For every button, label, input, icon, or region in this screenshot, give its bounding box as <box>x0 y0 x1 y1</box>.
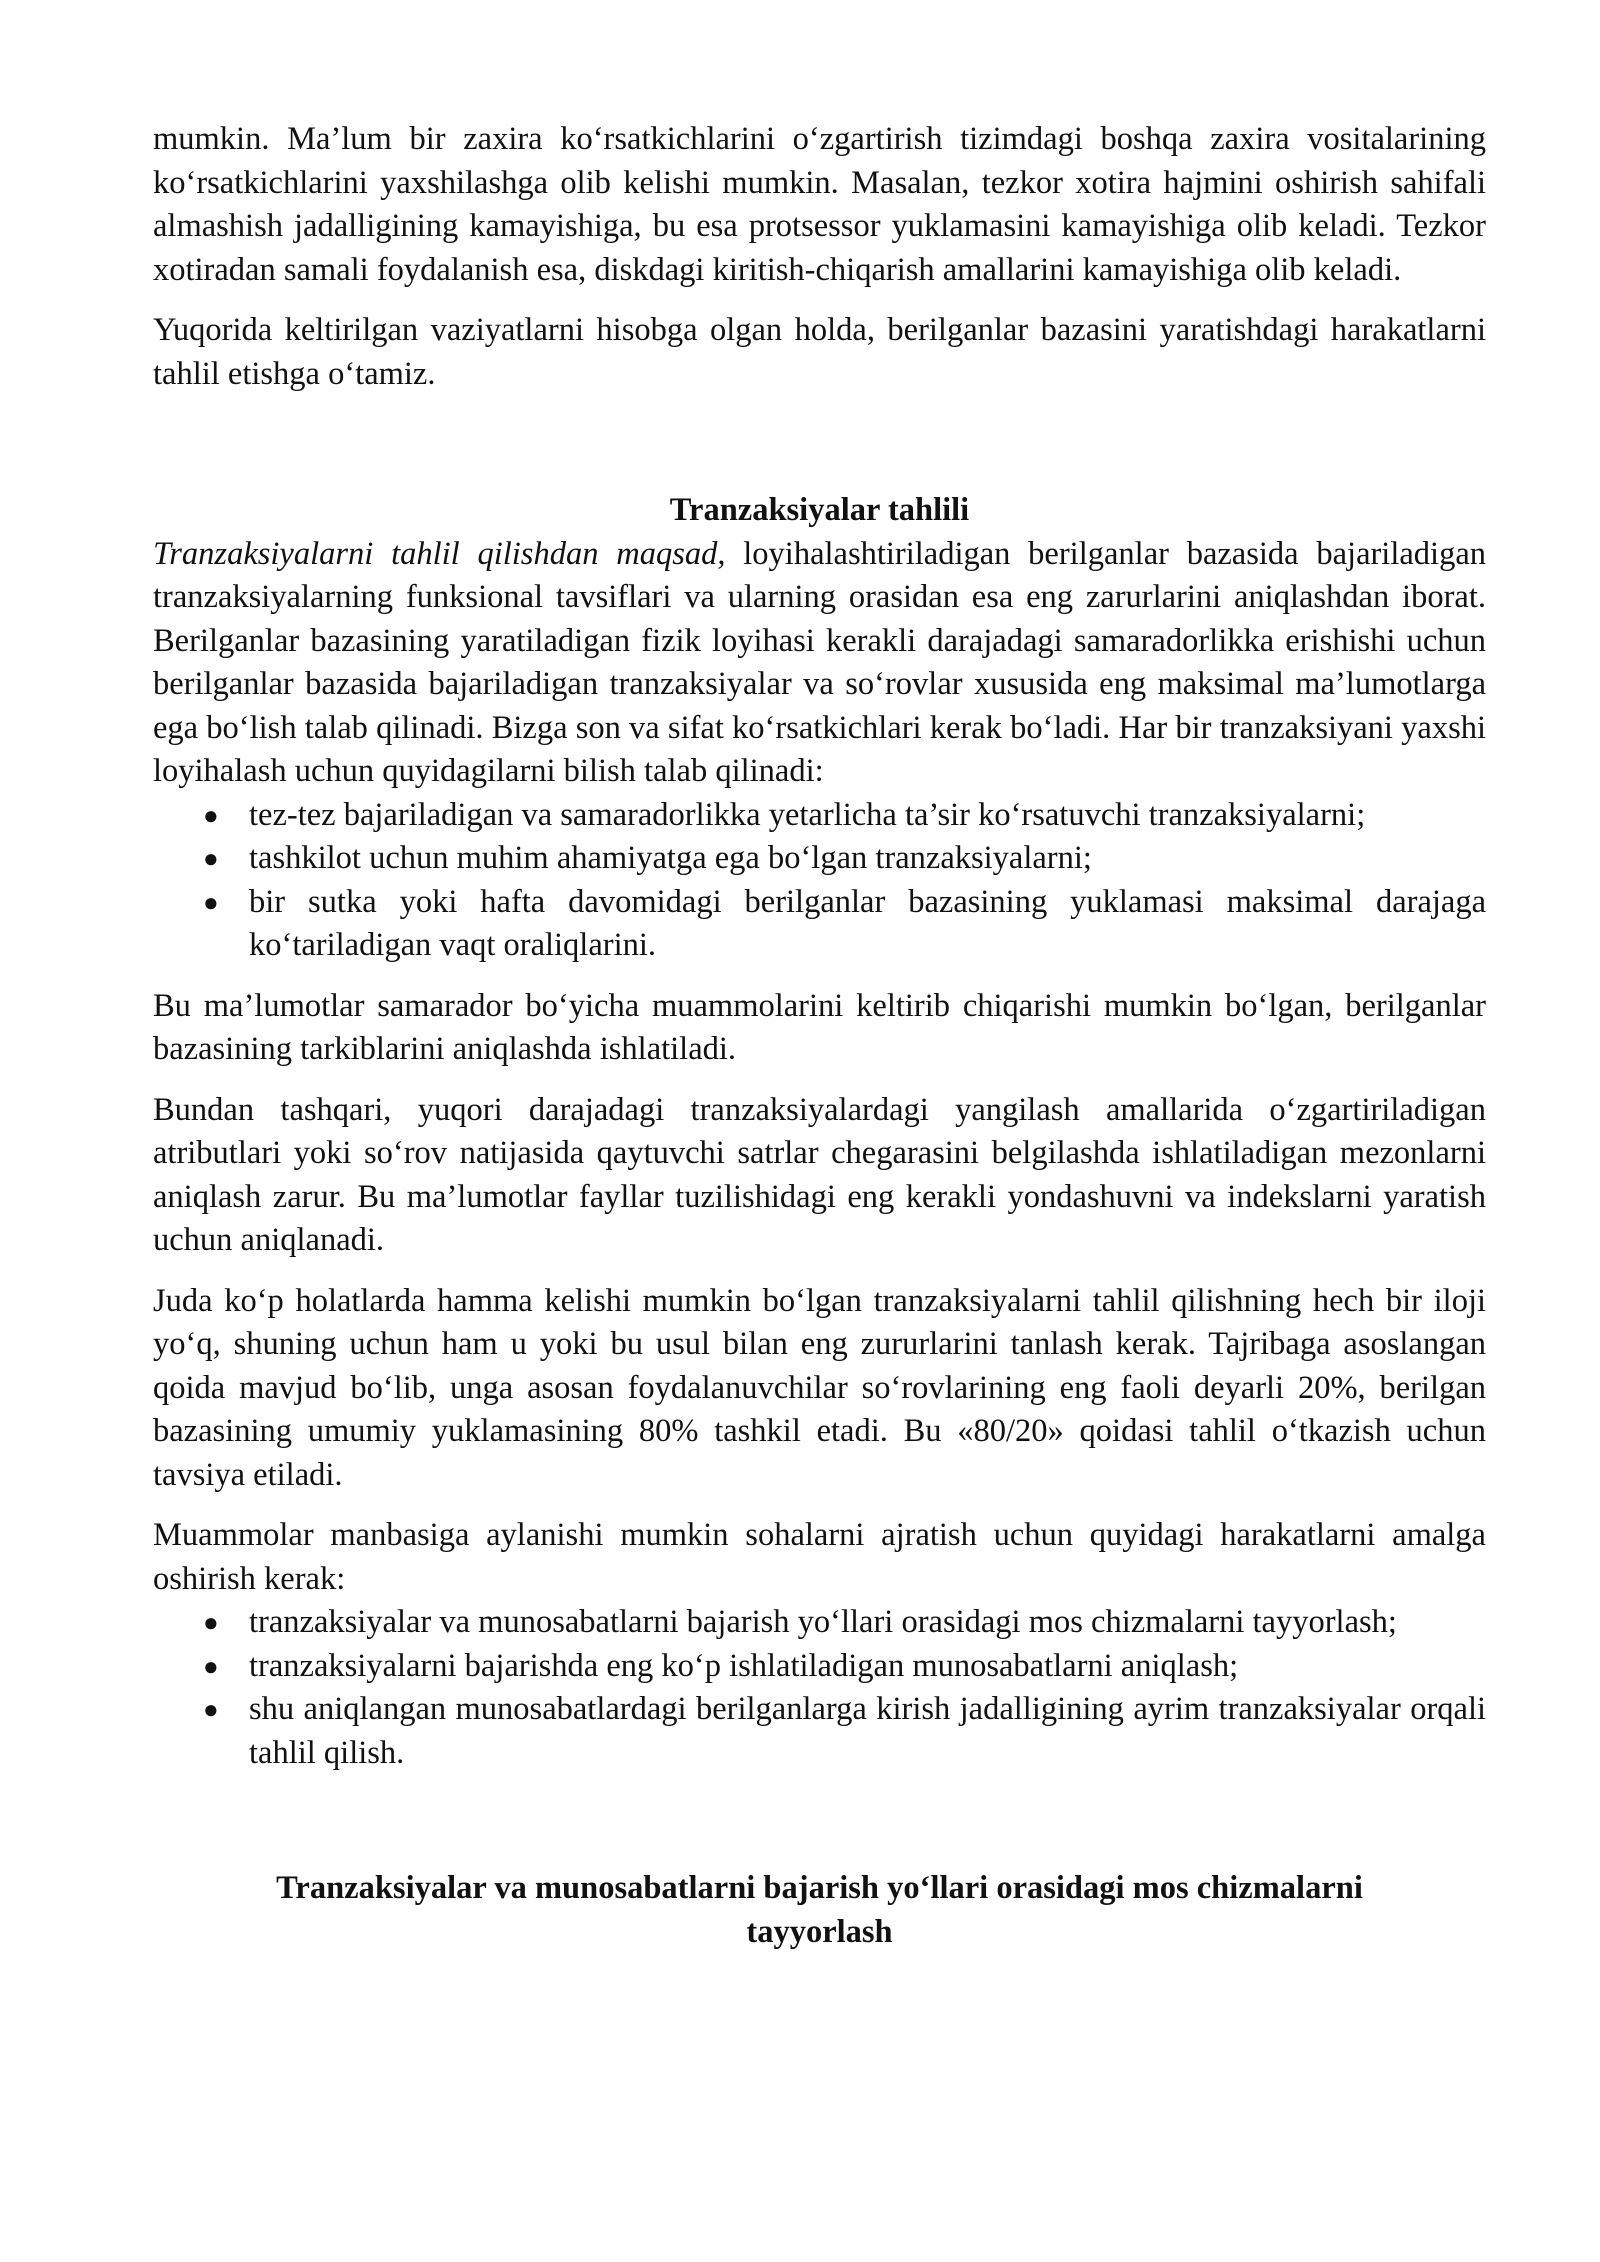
section-heading-transaction-analysis: Tranzaksiyalar tahlili <box>669 492 970 528</box>
list-item-text: tranzaksiyalarni bajarishda eng ko‘p ishlatiladigan munosabatlarni aniqlash; <box>249 1647 1239 1684</box>
paragraph-analysis-goal <box>153 533 1486 794</box>
list-item <box>153 837 1486 881</box>
bullet-icon: ● <box>203 844 219 873</box>
list-item <box>153 794 1486 838</box>
paragraph-80-20-rule: Juda ko‘p holatlarda hamma kelishi mumkin bo‘lgan tranzaksiyalarni tahlil qilishning hech bir iloji yo‘q, shuning uchun ham u yoki bu usul bilan eng zururlarini tanlash kerak. Tajribaga asoslangan qoida mavjud bo‘lib, unga asosan foydalanuvchilar so‘rovlarining eng faoli deyarli 20%, berilgan bazasining umumiy yuklamasining 80% tashkil etadi. Bu «80/20» qoidasi tahlil o‘tkazish uchun tavsiya etiladi. <box>153 1282 1486 1493</box>
list-item-text: tashkilot uchun muhim ahamiyatga ega bo‘lgan tranzaksiyalarni; <box>249 840 1092 876</box>
paragraph-intro: mumkin. Ma’lum bir zaxira ko‘rsatkichlarini o‘zgartirish tizimdagi boshqa zaxira vositalarining ko‘rsatkichlarini yaxshilashga olib kelishi mumkin. Masalan, tezkor xotira hajmini oshirish sahifali almashish jadalligining kamayishiga, bu esa protsessor yuklamasini kamayishiga olib keladi. Tezkor xotiradan samali foydalanish esa, diskdagi kiritish-chiqarish amallarini kamayishiga olib keladi. <box>153 121 1486 288</box>
bullet-icon: ● <box>203 800 219 830</box>
list-item <box>153 881 1486 968</box>
document-page <box>153 118 1486 1954</box>
paragraph-analysis-goal-text: loyihalashtiriladigan berilganlar bazasida bajariladigan tranzaksiyalarning funksional tavsiflari va ularning orasidan esa eng zarurlarini aniqlashdan iborat. Berilganlar bazasining yaratiladigan fizik loyihasi kerakli darajadagi samaradorlikka erishishi uchun berilganlar bazasida bajariladigan tranzaksiyalar va so‘rovlar xususida eng maksimal ma’lumotlarga ega bo‘lish talab qilinadi. Bizga son va sifat ko‘rsatkichlari kerak bo‘ladi. Har bir tranzaksiyani yaxshi loyihalash uchun quyidagilarni bilish talab qilinadi: <box>153 535 1486 789</box>
list-item <box>153 1601 1486 1645</box>
paragraph-transition: Yuqorida keltirilgan vaziyatlarni hisobga olgan holda, berilganlar bazasini yaratishdagi harakatlarni tahlil etishga o‘tamiz. <box>153 312 1486 392</box>
list-item-text: shu aniqlangan munosabatlardagi berilganlarga kirish jadalligining ayrim tranzaksiyalar orqali tahlil qilish. <box>249 1691 1486 1771</box>
list-item-text: tranzaksiyalar va munosabatlarni bajarish yo‘llari orasidagi mos chizmalarni tayyorlash; <box>249 1604 1397 1640</box>
list-item <box>153 1645 1486 1689</box>
section-heading-line-1: Tranzaksiyalar va munosabatlarni bajarish yo‘llari orasidagi mos chizmalarni <box>276 1870 1363 1906</box>
section-heading-transaction-maps <box>153 1867 1486 1954</box>
list-item-text: bir sutka yoki hafta davomidagi berilganlar bazasining yuklamasi maksimal darajaga ko‘tariladigan vaqt oraliqlarini. <box>249 883 1486 963</box>
bullet-icon: ● <box>203 1608 219 1637</box>
italic-term: Tranzaksiyalarni tahlil qilishdan maqsad, <box>153 535 726 572</box>
paragraph-criteria: Bundan tashqari, yuqori darajadagi tranzaksiyalardagi yangilash amallarida o‘zgartiriladigan atributlari yoki so‘rov natijasida qaytuvchi satrlar chegarasini belgilashda ishlatiladigan mezonlarni aniqlash zarur. Bu ma’lumotlar fayllar tuzilishidagi eng kerakli yondashuvni va indekslarni yaratish uchun aniqlanadi. <box>153 1091 1486 1258</box>
bullet-icon: ● <box>203 887 219 917</box>
bullet-icon: ● <box>203 1651 219 1681</box>
list-item <box>153 1688 1486 1775</box>
paragraph-usage: Bu ma’lumotlar samarador bo‘yicha muammolarini keltirib chiqarishi mumkin bo‘lgan, berilganlar bazasining tarkiblarini aniqlashda ishlatiladi. <box>153 987 1486 1067</box>
requirements-list <box>153 794 1486 968</box>
list-item-text: tez-tez bajariladigan va samaradorlikka yetarlicha ta’sir ko‘rsatuvchi tranzaksiyalarni; <box>249 796 1366 833</box>
actions-list <box>153 1601 1486 1775</box>
section-heading-line-2: tayyorlash <box>746 1913 893 1950</box>
bullet-icon: ● <box>203 1695 219 1724</box>
paragraph-problem-areas: Muammolar manbasiga aylanishi mumkin sohalarni ajratish uchun quyidagi harakatlarni amalga oshirish kerak: <box>153 1517 1486 1597</box>
